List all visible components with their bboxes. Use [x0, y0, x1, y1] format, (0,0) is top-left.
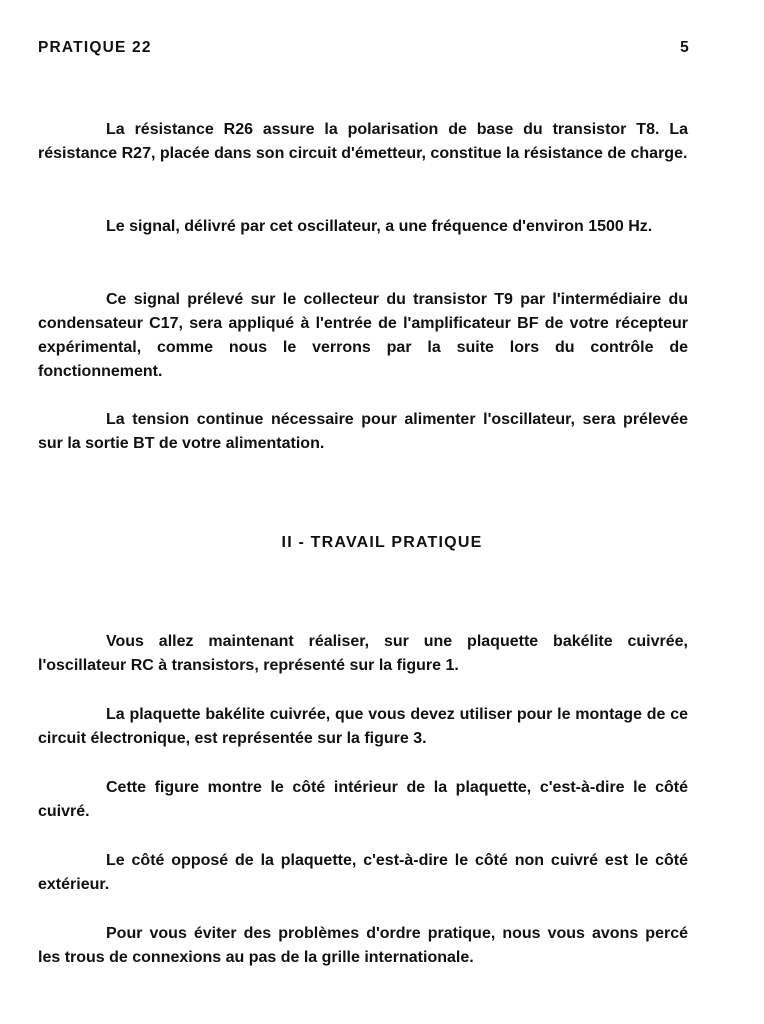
section-heading: II - TRAVAIL PRATIQUE [281, 534, 483, 551]
paragraph: Le côté opposé de la plaquette, c'est-à-dire le côté non cuivré est le côté extérieur. [38, 852, 688, 893]
header-title: PRATIQUE 22 [38, 39, 152, 56]
paragraph: Cette figure montre le côté intérieur de la plaquette, c'est-à-dire le côté cuivré. [38, 779, 688, 820]
paragraph: Pour vous éviter des problèmes d'ordre pratique, nous vous avons percé les trous de connexions au pas de la grille internationale. [38, 925, 688, 966]
paragraph: Vous allez maintenant réaliser, sur une plaquette bakélite cuivrée, l'oscillateur RC à transistors, représenté sur la figure 1. [38, 633, 688, 674]
page-header [38, 37, 690, 59]
paragraph: La tension continue nécessaire pour alimenter l'oscillateur, sera prélevée sur la sortie BT de votre alimentation. [38, 411, 688, 452]
paragraph: La résistance R26 assure la polarisation de base du transistor T8. La résistance R27, placée dans son circuit d'émetteur, constitue la résistance de charge. [38, 121, 688, 162]
paragraph: La plaquette bakélite cuivrée, que vous devez utiliser pour le montage de ce circuit électronique, est représentée sur la figure 3. [38, 706, 688, 747]
paragraph: Ce signal prélevé sur le collecteur du transistor T9 par l'intermédiaire du condensateur C17, sera appliqué à l'entrée de l'amplificateur BF de votre récepteur expérimental, comme nous le verrons par la suite lors du contrôle de fonctionnement. [38, 291, 688, 380]
paragraph: Le signal, délivré par cet oscillateur, a une fréquence d'environ 1500 Hz. [106, 218, 653, 235]
page-number: 5 [680, 39, 690, 56]
